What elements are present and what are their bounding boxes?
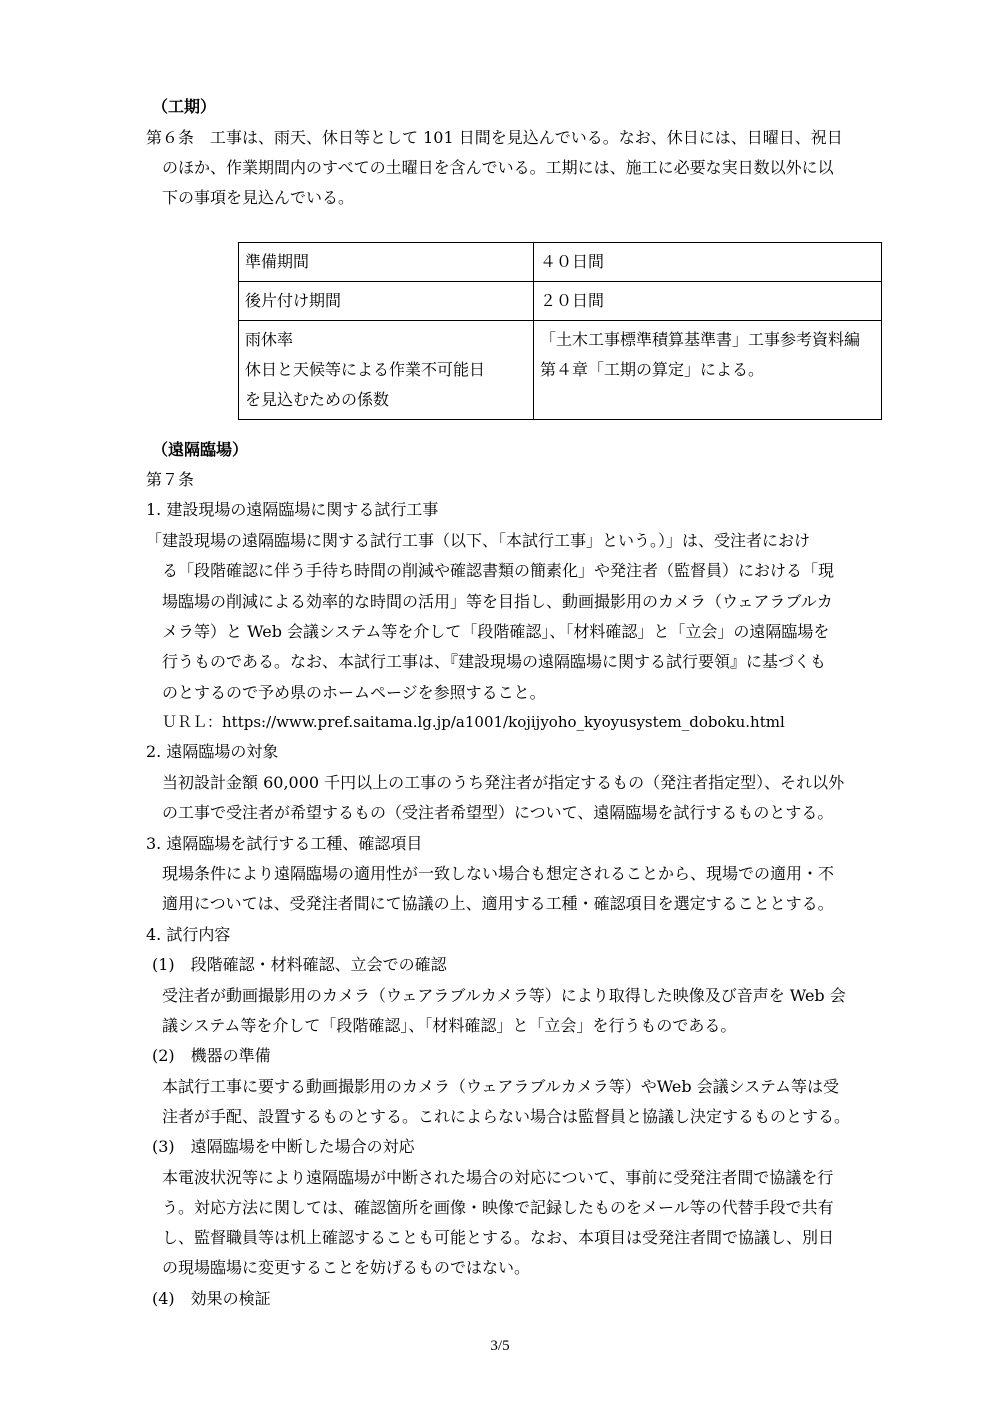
sub3-title: (3) 遠隔臨場を中断した場合の対応 [152,1137,415,1156]
sub2-line: 注者が手配、設置するものとする。これによらない場合は監督員と協議し決定するものとする。 [162,1107,851,1126]
item3-title: 3. 遠隔臨場を試行する工種、確認項目 [146,834,423,853]
section-heading-work-period: （工期） [152,97,217,116]
article6-line-1: 第６条 工事は、雨天、休日等として 101 日間を見込んでいる。なお、休日には、日曜日、祝日 [146,128,843,147]
sub1-title: (1) 段階確認・材料確認、立会での確認 [152,955,447,974]
item1-line: 行うものである。なお、本試行工事は、『建設現場の遠隔臨場に関する試行要領』に基づくも [162,652,827,671]
item2-line: 当初設計金額 60,000 千円以上の工事のうち発注者が指定するもの（発注者指定型）、それ以外 [162,773,845,792]
table-row [239,321,882,420]
item1-line: 「建設現場の遠隔臨場に関する試行工事（以下、「本試行工事」という。）」は、受注者におけ [146,531,811,550]
table-cell-value: 「土木工事標準積算基準書」工事参考資料編 第４章「工期の算定」による。 [534,321,882,420]
table-cell-label: 準備期間 [239,243,534,282]
table-cell-value: ４０日間 [534,243,882,282]
item2-line: の工事で受注者が希望するもの（受注者希望型）について、遠隔臨場を試行するものとする。 [162,803,834,822]
table-cell-label: 雨休率 休日と天候等による作業不可能日 を見込むための係数 [239,321,534,420]
section-heading-remote-inspection: （遠隔臨場） [152,440,249,459]
item1-line: のとするので予め県のホームページを参照すること。 [162,683,546,702]
url-link[interactable]: ＵＲＬ：https://www.pref.saitama.lg.jp/a1001/kojijyoho_kyoyusystem_doboku.html [162,713,785,731]
item1-title: 1. 建設現場の遠隔臨場に関する試行工事 [146,500,439,519]
table-cell-value: ２０日間 [534,282,882,321]
sub3-line: の現場臨場に変更することを妨げるものではない。 [162,1258,531,1277]
sub2-line: 本試行工事に要する動画撮影用のカメラ（ウェアラブルカメラ等）やWeb 会議システム等は受 [162,1077,840,1096]
page-number: 3/5 [490,1338,510,1354]
item1-line: 場臨場の削減による効率的な時間の活用」等を目指し、動画撮影用のカメラ（ウェアラブルカ [162,592,833,611]
sub3-line: 本電波状況等により遠隔臨場が中断された場合の対応について、事前に受発注者間で協議を行 [162,1168,834,1187]
sub1-line: 議システム等を介して「段階確認」、「材料確認」と「立会」を行うものである。 [162,1016,737,1035]
item1-line: る「段階確認に伴う手待ち時間の削減や確認書類の簡素化」や発注者（監督員）における「現 [162,561,835,580]
table-row [239,243,882,282]
table-cell-label: 後片付け期間 [239,282,534,321]
item4-title: 4. 試行内容 [146,925,231,944]
item3-line: 適用については、受発注者間にて協議の上、適用する工種・確認項目を選定することとする。 [162,894,834,913]
sub4-title: (4) 効果の検証 [152,1289,271,1308]
article7-label: 第７条 [146,470,195,489]
item1-line: メラ等）と Web 会議システム等を介して「段階確認」、「材料確認」と「立会」の遠隔臨場を [162,622,830,641]
sub1-line: 受注者が動画撮影用のカメラ（ウェアラブルカメラ等）により取得した映像及び音声を Web 会 [162,986,846,1005]
sub3-line: し、監督職員等は机上確認することも可能とする。なお、本項目は受発注者間で協議し、別日 [162,1228,835,1247]
sub3-line: う。対応方法に関しては、確認箇所を画像・映像で記録したものをメール等の代替手段で共有 [162,1198,834,1217]
table-row [239,282,882,321]
sub2-title: (2) 機器の準備 [152,1046,271,1065]
article6-line-3: 下の事項を見込んでいる。 [162,188,355,207]
item2-title: 2. 遠隔臨場の対象 [146,742,279,761]
article6-line-2: のほか、作業期間内のすべての土曜日を含んでいる。工期には、施工に必要な実日数以外に以 [162,158,834,177]
item3-line: 現場条件により遠隔臨場の適用性が一致しない場合も想定されることから、現場での適用・不 [162,864,835,883]
period-table [238,242,882,420]
